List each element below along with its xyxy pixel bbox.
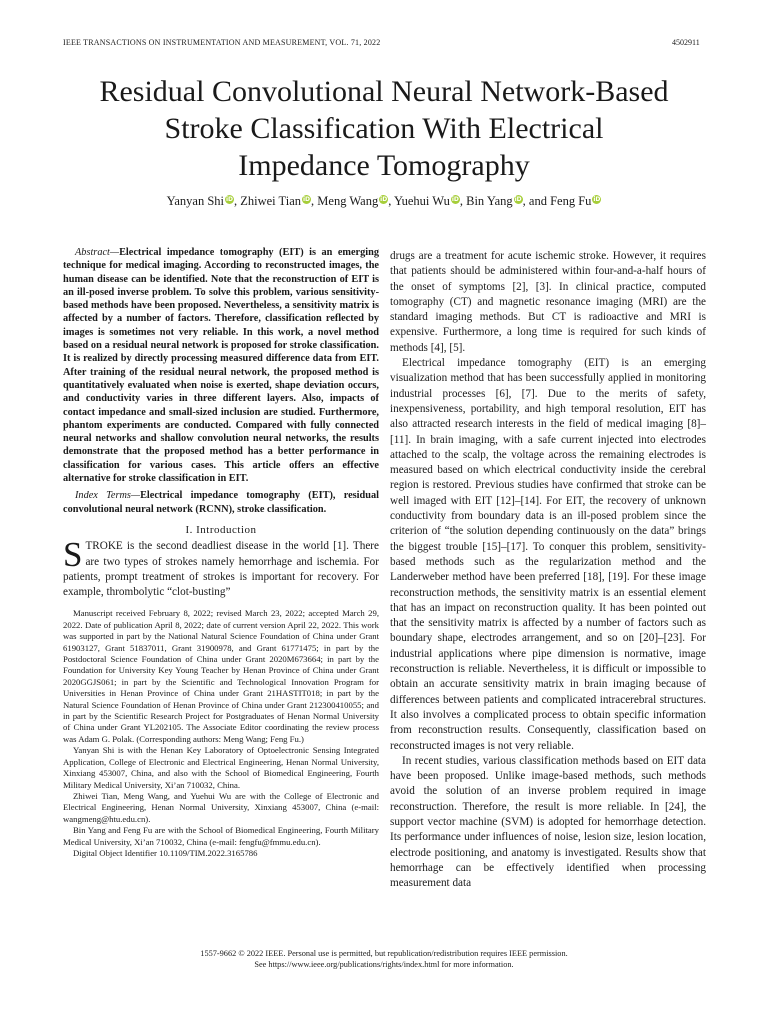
copyright-line: 1557-9662 © 2022 IEEE. Personal use is permitted, but republication/redistribution requires IEEE permission.: [200, 949, 568, 958]
orcid-icon[interactable]: iD: [225, 196, 234, 203]
author-list: [60, 194, 708, 209]
author-name: , Bin Yang: [459, 194, 513, 208]
author-name: , and Feng Fu: [522, 194, 592, 208]
copyright-footer: [60, 948, 708, 970]
page-number: 4502911: [672, 38, 700, 47]
author-name: Yanyan Shi: [166, 194, 224, 208]
author-name: , Yuehui Wu: [388, 194, 450, 208]
journal-name: IEEE TRANSACTIONS ON INSTRUMENTATION AND MEASUREMENT, VOL. 71, 2022: [63, 38, 381, 47]
left-column: [63, 246, 379, 859]
body-paragraph: In recent studies, various classification methods based on EIT data have been proposed. Unlike image-based methods, such methods avoid the solution of an inverse problem required in image reconstruction. Therefore, the result is more reliable. In [24], the support vector machine (SVM) is adopted for hemorrhage detection. Its performance under influences of noise, lesion size, lesion location, electrode positioning, and anatomy is investigated. Results show that hemorrhage can be effectively identified when processing measurement data: [390, 754, 706, 890]
body-paragraph: Electrical impedance tomography (EIT) is an emerging visualization method that has been successfully applied in monitoring industrial processes [6], [7]. Due to the merits of safety, inexpensiveness, portability, and high temporal resolution, EIT has also attracted research interests in the field of medical imaging [8]–[11]. In brain imaging, with a safe current injected into electrodes attached to the scalp, the voltage across the remaining electrodes is measured based on which electrical conductivity inside the cerebral region is restored. Previous studies have confirmed that stroke can be well imaged with EIT [12]–[14]. For EIT, the recovery of unknown conductivity from boundary data is an ill-posed problem since the criterion of “the solution depending continuously on the data” brings the biggest trouble [15]–[17]. To conquer this problem, sensitivity-based methods such as the regularization method and the Landerweber method have been preferred [18], [19]. For these image reconstruction methods, the sensitivity matrix is an essential element that has an impact on reconstruction quality. It has been pointed out that the sensitivity matrix is affected by a number of factors such as boundary shape, electrodes arrangement, and so on [20]–[23]. For industrial applications where pipe dimension is normative, image reconstruction is reliable. Nevertheless, it is difficult or impossible to obtain an accurate sensitivity matrix in brain imaging because of differences between patients and complicated intracerebral structures. It also involves a complicated process to obtain specific information from reconstruction results. Consequently, classification based on reconstructed images is not very reliable.: [390, 357, 706, 752]
title-line-2: Stroke Classification With Electrical: [164, 112, 604, 145]
orcid-icon[interactable]: iD: [514, 196, 522, 203]
doi-line[interactable]: Digital Object Identifier 10.1109/TIM.2022.3165786: [73, 847, 258, 858]
intro-paragraph: [63, 535, 379, 600]
orcid-icon[interactable]: iD: [451, 196, 459, 203]
drop-cap: S: [63, 535, 83, 575]
index-terms-text: Electrical impedance tomography (EIT), residual convolutional neural network (RCNN), stroke classification.: [63, 490, 379, 515]
title-line-3: Impedance Tomography: [238, 149, 530, 182]
title-line-1: Residual Convolutional Neural Network-Based: [99, 75, 669, 108]
rights-link[interactable]: See https://www.ieee.org/publications/rights/index.html for more information.: [254, 960, 514, 969]
footnote-affiliation: Yanyan Shi is with the Henan Key Laboratory of Optoelectronic Sensing Integrated Application, College of Electronic and Electrical Engineering, Henan Normal University, Xinxiang 453007, China, and also with the School of Biomedical Engineering, Fourth Military Medical University, Xi’an 710032, China.: [63, 745, 379, 790]
author-name: , Zhiwei Tian: [234, 194, 302, 208]
index-terms-label: Index Terms—: [75, 490, 141, 502]
intro-text: TROKE is the second deadliest disease in the world [1]. There are two types of strokes namely hemorrhage and ischemia. For patients, prompt treatment of strokes is important for recovery. For example, thrombolytic “clot-busting”: [63, 540, 379, 599]
author-name: , Meng Wang: [311, 194, 379, 208]
footnotes: [63, 608, 379, 859]
footnote-manuscript: Manuscript received February 8, 2022; revised March 23, 2022; accepted March 29, 2022. Date of publication April 8, 2022; date of current version April 22, 2022. This work was supported in part by the National Natural Science Foundation of China under Grant 61903127, Grant 51837011, Grant 31900978, and Grant 61771475; in part by the Postdoctoral Science Foundation of China under Grant 2020M673664; in part by the Foundation for University Key Young Teacher by Henan Province of China under Grant 2020GGJS061; in part by the Scientific and Technological Innovation Program for Universities in Henan Province of China under Grant 21HASTIT018; in part by the Natural Science Foundation of Henan Province of China under Grant 212300410055; and in part by the Scientific Research Project for Postgraduates of Henan Normal University of China under Grant YL202105. The Associate Editor coordinating the review process was Adam G. Polak. (Corresponding authors: Meng Wang; Feng Fu.): [63, 608, 379, 744]
section-heading: I. Introduction: [185, 523, 257, 536]
index-terms: [63, 489, 379, 516]
footnote-affiliation: Bin Yang and Feng Fu are with the School of Biomedical Engineering, Fourth Military Medical University, Xi’an 710032, China (e-mail: fengfu@fmmu.edu.cn).: [63, 825, 379, 847]
right-column: [390, 249, 706, 891]
orcid-icon[interactable]: iD: [380, 196, 388, 203]
footnote-affiliation: Zhiwei Tian, Meng Wang, and Yuehui Wu are with the College of Electronic and Electrical Engineering, Henan Normal University, Xinxiang 453007, China (e-mail: wangmeng@htu.edu.cn).: [63, 790, 379, 824]
abstract-text: Electrical impedance tomography (EIT) is an emerging technique for medical imaging. According to reconstructed images, the human disease can be identified. Note that the reconstruction of EIT is an ill-posed inverse problem. To solve this problem, various sensitivity-based methods have been proposed. Nevertheless, a sensitivity matrix is affected by a number of factors. Therefore, classification reflected by images is sometimes not very reliable. In this work, a novel method based on a residual neural network is proposed for stroke classification. It is realized by directly processing measured difference data from EIT. After training of the residual neural network, the proposed method is quantitatively evaluated when noise is exerted, shape deviation occurs, and conductivity varies in three different layers. Also, impacts of contact impedance and small-sized inclusion are studied. Furthermore, phantom experiments are conducted. Compared with fully connected neural networks and shallow convolution neural networks, the results demonstrate that the proposed method has a better performance in classification for various cases. This article offers an effective alternative for stroke classification in EIT.: [63, 247, 379, 485]
paper-title: [60, 73, 708, 184]
body-paragraph: drugs are a treatment for acute ischemic stroke. However, it requires that patients should be administered within four-and-a-half hours of the onset of symptoms [2], [3]. In clinical practice, computed tomography (CT) and magnetic resonance imaging (MRI) are the standard imaging methods. But CT is radioactive and MRI is expensive. Furthermore, a long time is required for such kinds of methods [4], [5].: [390, 250, 706, 354]
orcid-icon[interactable]: iD: [593, 196, 601, 203]
abstract: [63, 246, 379, 485]
abstract-label: Abstract—: [75, 247, 120, 258]
orcid-icon[interactable]: iD: [303, 196, 311, 203]
